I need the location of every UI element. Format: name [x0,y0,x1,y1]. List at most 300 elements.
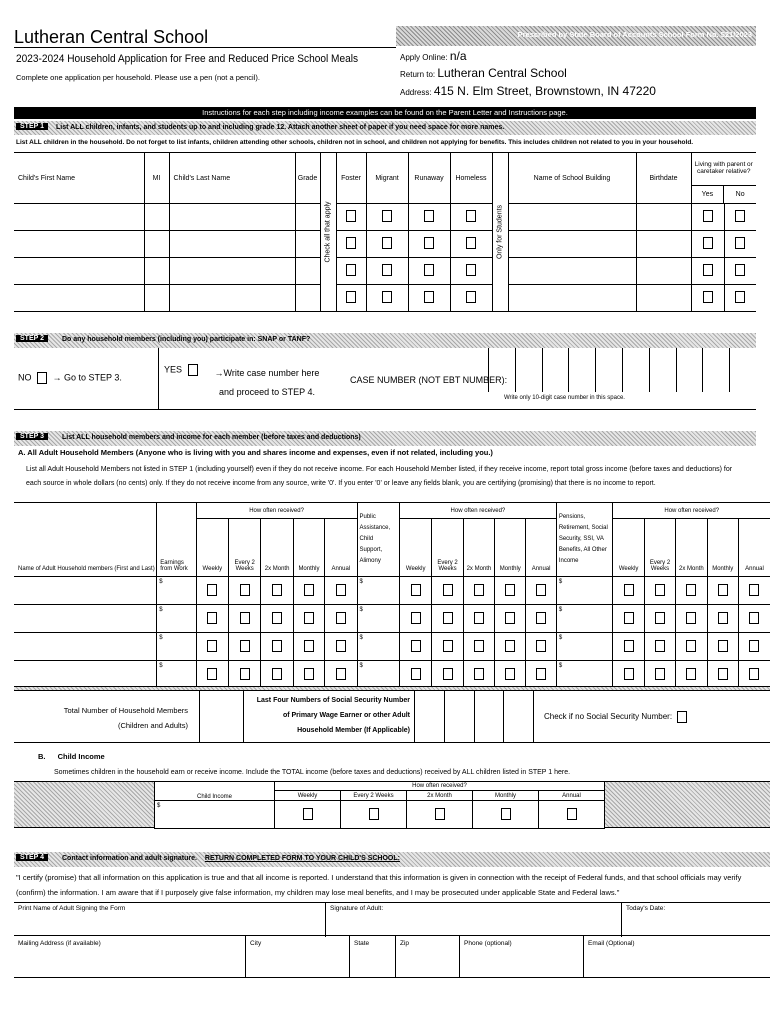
child-income-row [155,801,605,829]
city-label: City [250,940,262,947]
migrant-checkbox[interactable] [382,291,392,303]
dollar-sign: $ [558,663,563,669]
freq-b-every-2-weeks: Every 2 Weeks [341,791,407,801]
signature-label: Signature of Adult: [330,905,384,912]
freq-annual: Annual [526,519,556,577]
step3-a-title: A. All Adult Household Members (Anyone who is living with you and shares income and expenses, even if not related, including you.) [18,448,493,457]
annual-checkbox[interactable] [567,808,577,820]
runaway-checkbox[interactable] [424,264,434,276]
col-public-label: Public Assistance, Child Support, Alimony [359,514,391,564]
weekly-checkbox[interactable] [624,668,634,680]
every-2-weeks-checkbox[interactable] [240,640,250,652]
child-grade-input[interactable] [295,258,320,285]
monthly-checkbox[interactable] [501,808,511,820]
print-name-field[interactable] [14,903,326,937]
public-input[interactable] [357,577,400,605]
no-ssn-checkbox[interactable] [677,711,687,723]
every-2-weeks-checkbox[interactable] [655,640,665,652]
adult-row [14,633,770,661]
step2-tag: STEP 2 [16,335,48,342]
dollar-sign: $ [558,635,563,641]
return-to-label: Return to: [400,70,436,79]
case-digit-box[interactable] [543,348,570,392]
child-grade-input[interactable] [295,285,320,312]
2x-month-checkbox[interactable] [686,612,696,624]
ssn-boxes[interactable] [414,691,534,743]
child-mi-input[interactable] [144,285,169,312]
col-homeless: Homeless [450,153,492,204]
freq-every-2-weeks: Every 2 Weeks [432,519,463,577]
birthdate-input[interactable] [636,285,691,312]
step3-tag: STEP 3 [16,433,48,440]
step4-header [14,852,770,867]
no-ssn-option[interactable] [544,711,687,723]
date-field[interactable] [622,903,770,937]
child-row [14,258,756,285]
every-2-weeks-checkbox[interactable] [240,668,250,680]
col-migrant: Migrant [366,153,408,204]
annual-checkbox[interactable] [536,640,546,652]
how-often-1: How often received? [196,503,357,519]
case-digit-box[interactable] [650,348,677,392]
child-income-tag: B. [38,752,46,761]
step1-note: List ALL children in the household. Do not forget to list infants, children attending other schools, children not in school, and children not applying for benefits. This includes children not related to you in your household. [16,139,694,146]
freq-annual: Annual [325,519,357,577]
child-first-input[interactable] [14,258,144,285]
total-members-label: Total Number of Household Members (Children and Adults) [63,706,188,730]
case-digit-box[interactable] [730,348,756,392]
zip-field[interactable] [396,936,460,978]
earnings-input[interactable] [157,577,196,605]
adult-row [14,577,770,605]
yes-checkbox[interactable] [703,210,713,222]
every-2-weeks-checkbox[interactable] [443,612,453,624]
step1-title: List ALL children, infants, and students up to and including grade 12. Attach another sheet of paper if you need space for more names. [56,124,505,131]
every-2-weeks-checkbox[interactable] [655,668,665,680]
weekly-checkbox[interactable] [624,640,634,652]
check-all-label: Check all that apply [324,201,332,263]
monthly-checkbox[interactable] [505,612,515,624]
homeless-checkbox[interactable] [466,291,476,303]
ssn-digit-box[interactable] [504,691,533,743]
school-input[interactable] [508,231,636,258]
how-often-3: How often received? [613,503,770,519]
how-often-2: How often received? [400,503,557,519]
case-digit-box[interactable] [623,348,650,392]
homeless-checkbox[interactable] [466,237,476,249]
weekly-checkbox[interactable] [207,640,217,652]
freq-b-annual: Annual [539,791,605,801]
annual-checkbox[interactable] [336,668,346,680]
signature-field[interactable] [326,903,622,937]
foster-checkbox[interactable] [346,291,356,303]
freq-2x-month: 2x Month [463,519,494,577]
apply-online-value[interactable]: n/a [449,49,467,63]
dollar-sign: $ [558,607,563,613]
monthly-checkbox[interactable] [718,584,728,596]
col-yes: Yes [692,186,725,203]
freq-monthly: Monthly [707,519,738,577]
child-income-input[interactable] [155,801,275,829]
weekly-checkbox[interactable] [207,668,217,680]
public-input[interactable] [357,605,400,633]
public-input[interactable] [357,661,400,689]
col-runaway: Runaway [408,153,450,204]
2x-month-checkbox[interactable] [272,612,282,624]
earnings-input[interactable] [157,633,196,661]
certify-text: "I certify (promise) that all information on this application is true and that all income is reported. I understand that this information is given in connection with the receipt of Federal funds, and that school officials may verify (confirm) the information. I am aware that if I purposely give false information, my children may lose meal benefits, and I may be prosecuted under applicable State and Federal laws." [16,873,742,897]
freq-b-monthly: Monthly [473,791,539,801]
child-first-input[interactable] [14,231,144,258]
case-number-boxes[interactable] [488,348,756,392]
annual-checkbox[interactable] [336,612,346,624]
foster-checkbox[interactable] [346,264,356,276]
zip-label: Zip [400,940,410,947]
freq-weekly: Weekly [613,519,644,577]
migrant-checkbox[interactable] [382,210,392,222]
migrant-checkbox[interactable] [382,264,392,276]
case-digit-box[interactable] [569,348,596,392]
col-earnings [157,503,196,577]
step2-title: Do any household members (including you) participate in: SNAP or TANF? [62,336,311,343]
totals-row [14,691,770,743]
col-child-income-label: Child Income [196,794,232,800]
yes-checkbox[interactable] [188,364,198,376]
public-input[interactable] [357,633,400,661]
dollar-sign: $ [359,635,363,641]
homeless-checkbox[interactable] [466,264,476,276]
2x-month-checkbox[interactable] [686,584,696,596]
freq-b-weekly: Weekly [275,791,341,801]
return-to [400,66,567,80]
col-mi: MI [144,153,169,204]
adult-row [14,661,770,689]
weekly-checkbox[interactable] [303,808,313,820]
annual-checkbox[interactable] [749,584,759,596]
weekly-checkbox[interactable] [207,584,217,596]
case-digit-box[interactable] [703,348,730,392]
child-mi-input[interactable] [144,231,169,258]
form-title: 2023-2024 Household Application for Free and Reduced Price School Meals [16,53,359,65]
phone-label: Phone (optional) [464,940,512,947]
child-last-input[interactable] [169,204,295,231]
address [400,84,656,98]
state-field[interactable] [350,936,396,978]
no-ssn-label: Check if no Social Security Number: [544,712,673,722]
no-checkbox[interactable] [735,237,745,249]
child-row [14,285,756,312]
child-row [14,231,756,258]
pensions-input[interactable] [556,605,613,633]
step1-tag: STEP 1 [16,123,48,130]
prescribed-text: Prescribed by State Board of Accounts School Form No. 521/2023 [517,30,752,39]
2x-month-checkbox[interactable] [686,668,696,680]
dollar-sign: $ [159,663,163,669]
child-row [14,204,756,231]
step2-header [14,333,756,348]
annual-checkbox[interactable] [536,612,546,624]
monthly-checkbox[interactable] [304,640,314,652]
freq-every-2-weeks: Every 2 Weeks [644,519,675,577]
return-to-value[interactable]: Lutheran Central School [437,66,567,80]
foster-checkbox[interactable] [346,210,356,222]
mailing-field[interactable] [14,936,246,978]
runaway-checkbox[interactable] [424,210,434,222]
step2-no-option[interactable] [18,372,122,384]
2x-month-checkbox[interactable] [474,612,484,624]
school-input[interactable] [508,285,636,312]
step3-header [14,431,756,446]
freq-2x-month: 2x Month [676,519,707,577]
every-2-weeks-checkbox[interactable] [369,808,379,820]
child-income-title [38,752,105,761]
weekly-checkbox[interactable] [411,612,421,624]
birthdate-input[interactable] [636,258,691,285]
case-number-label: CASE NUMBER (NOT EBT NUMBER): [350,375,508,385]
living-with-header [691,153,756,204]
child-income-right-shade [604,781,770,828]
step1-table [14,152,756,312]
freq-2x-month: 2x Month [261,519,293,577]
step3-title: List ALL household members and income for each member (before taxes and deductions) [62,434,361,441]
annual-checkbox[interactable] [749,668,759,680]
monthly-checkbox[interactable] [505,668,515,680]
col-child-income [155,782,275,801]
school-input[interactable] [508,204,636,231]
dollar-sign: $ [558,579,563,585]
living-with-label: Living with parent or caretaker relative? [692,153,757,186]
weekly-checkbox[interactable] [207,612,217,624]
every-2-weeks-checkbox[interactable] [240,584,250,596]
monthly-checkbox[interactable] [718,612,728,624]
email-field[interactable] [584,936,770,978]
only-students-cell [492,153,508,312]
child-grade-input[interactable] [295,204,320,231]
child-last-input[interactable] [169,231,295,258]
signature-row [14,902,770,936]
freq-annual: Annual [738,519,770,577]
prescribed-banner [396,26,756,46]
child-mi-input[interactable] [144,204,169,231]
2x-month-checkbox[interactable] [272,584,282,596]
mailing-label: Mailing Address (if available) [18,940,101,947]
annual-checkbox[interactable] [749,640,759,652]
address-value[interactable]: 415 N. Elm Street, Brownstown, IN 47220 [433,84,656,98]
no-checkbox[interactable] [37,372,47,384]
state-label: State [354,940,370,947]
ssn-label: Last Four Numbers of Social Security Number of Primary Wage Earner or other Adult Household Member (If Applicable) [256,697,410,734]
monthly-checkbox[interactable] [718,640,728,652]
pensions-input[interactable] [556,577,613,605]
col-no: No [735,191,745,198]
case-digit-box[interactable] [489,348,516,392]
monthly-checkbox[interactable] [304,584,314,596]
dollar-sign: $ [159,579,163,585]
freq-weekly: Weekly [196,519,228,577]
2x-month-checkbox[interactable] [435,808,445,820]
step1-header [14,121,756,135]
col-adult-name-label: Name of Adult Household members (First and Last) [18,566,155,572]
income-table [14,502,770,689]
monthly-checkbox[interactable] [505,584,515,596]
dollar-sign: $ [359,579,363,585]
weekly-checkbox[interactable] [411,640,421,652]
adult-name-input[interactable] [14,661,157,689]
step2-yes-option[interactable] [164,364,201,376]
yes-checkbox[interactable] [703,264,713,276]
child-income-table [14,781,770,828]
foster-checkbox[interactable] [346,237,356,249]
freq-every-2-weeks: Every 2 Weeks [229,519,261,577]
every-2-weeks-checkbox[interactable] [240,612,250,624]
migrant-checkbox[interactable] [382,237,392,249]
city-field[interactable] [246,936,350,978]
monthly-checkbox[interactable] [718,668,728,680]
every-2-weeks-checkbox[interactable] [443,668,453,680]
birthdate-input[interactable] [636,231,691,258]
case-number-note: Write only 10-digit case number in this space. [504,395,625,401]
case-digit-box[interactable] [516,348,543,392]
child-last-input[interactable] [169,285,295,312]
step4-title-text: Contact information and adult signature. [62,855,197,862]
yes-checkbox[interactable] [703,237,713,249]
child-income-heading: Child Income [57,752,105,761]
homeless-checkbox[interactable] [466,210,476,222]
dollar-sign: $ [159,635,163,641]
step4-title [62,855,400,862]
child-first-input[interactable] [14,285,144,312]
annual-checkbox[interactable] [336,640,346,652]
2x-month-checkbox[interactable] [272,640,282,652]
col-adult-name [14,503,157,577]
every-2-weeks-checkbox[interactable] [655,584,665,596]
col-earnings-label: Earnings from Work [160,560,188,572]
annual-checkbox[interactable] [749,612,759,624]
step3-a-text: List all Adult Household Members not listed in STEP 1 (including yourself) even if they do not receive income. For each Household Member listed, if they receive income, report total gross income (before taxes and deductions) for each source in whole dollars (no cents) only. If they do not receive income from any source, write '0'. If you enter '0' or leave any fields blank, you are certifying (promising) that there is no income to report. [26,466,733,487]
col-child-first-name: Child's First Name [14,153,144,204]
school-input[interactable] [508,258,636,285]
annual-checkbox[interactable] [536,584,546,596]
ssn-digit-box[interactable] [445,691,475,743]
every-2-weeks-checkbox[interactable] [443,584,453,596]
how-often-b: How often received? [275,782,605,791]
earnings-input[interactable] [157,661,196,689]
birthdate-input[interactable] [636,204,691,231]
adult-name-input[interactable] [14,633,157,661]
2x-month-checkbox[interactable] [474,584,484,596]
weekly-checkbox[interactable] [411,584,421,596]
col-child-last-name: Child's Last Name [169,153,295,204]
col-public [357,503,400,577]
earnings-input[interactable] [157,605,196,633]
instructions-bar: Instructions for each step including income examples can be found on the Parent Letter and Instructions page. [14,107,756,119]
adult-row [14,605,770,633]
ssn-digit-box[interactable] [415,691,445,743]
dollar-sign: $ [159,607,163,613]
yes-label: YES [164,364,183,375]
pensions-input[interactable] [556,661,613,689]
monthly-checkbox[interactable] [304,612,314,624]
child-last-input[interactable] [169,258,295,285]
runaway-checkbox[interactable] [424,237,434,249]
no-checkbox[interactable] [735,291,745,303]
freq-monthly: Monthly [495,519,526,577]
step2-body [14,348,756,410]
col-pensions [556,503,613,577]
weekly-checkbox[interactable] [624,612,634,624]
step4-tag: STEP 4 [16,854,48,861]
no-checkbox[interactable] [735,264,745,276]
check-all-label-cell [320,153,336,312]
total-members-input[interactable] [199,691,244,743]
address-label: Address: [400,88,432,97]
monthly-checkbox[interactable] [304,668,314,680]
2x-month-checkbox[interactable] [474,668,484,680]
2x-month-checkbox[interactable] [474,640,484,652]
dollar-sign: $ [359,663,363,669]
pensions-input[interactable] [556,633,613,661]
email-label: Email (Optional) [588,940,635,947]
2x-month-checkbox[interactable] [272,668,282,680]
2x-month-checkbox[interactable] [686,640,696,652]
dollar-sign: $ [359,607,363,613]
yes-checkbox[interactable] [703,291,713,303]
col-grade: Grade [295,153,320,204]
monthly-checkbox[interactable] [505,640,515,652]
annual-checkbox[interactable] [536,668,546,680]
child-mi-input[interactable] [144,258,169,285]
no-text: → Go to STEP 3. [52,372,122,383]
case-digit-box[interactable] [677,348,704,392]
phone-field[interactable] [460,936,584,978]
col-foster: Foster [336,153,366,204]
freq-weekly: Weekly [400,519,432,577]
child-income-left-shade [14,781,154,828]
col-birthdate: Birthdate [636,153,691,204]
form-subtitle: Complete one application per household. Please use a pen (not a pencil). [16,73,260,82]
every-2-weeks-checkbox[interactable] [443,640,453,652]
every-2-weeks-checkbox[interactable] [655,612,665,624]
step4-return-text: RETURN COMPLETED FORM TO YOUR CHILD'S SCHOOL: [204,855,400,862]
address-row [14,936,770,978]
no-checkbox[interactable] [735,210,745,222]
child-grade-input[interactable] [295,231,320,258]
weekly-checkbox[interactable] [624,584,634,596]
adult-name-input[interactable] [14,577,157,605]
dollar-sign: $ [157,803,161,809]
school-name: Lutheran Central School [14,26,396,48]
adult-name-input[interactable] [14,605,157,633]
col-school: Name of School Building [508,153,636,204]
runaway-checkbox[interactable] [424,291,434,303]
ssn-digit-box[interactable] [475,691,505,743]
case-digit-box[interactable] [596,348,623,392]
weekly-checkbox[interactable] [411,668,421,680]
child-first-input[interactable] [14,204,144,231]
apply-online [400,49,467,63]
only-students-label: Only for Students [496,204,504,260]
annual-checkbox[interactable] [336,584,346,596]
yes-text: →Write case number here and proceed to STEP 4. [214,368,320,397]
freq-b-2x-month: 2x Month [407,791,473,801]
date-label: Today's Date: [626,905,666,912]
child-income-text: Sometimes children in the household earn or receive income. Include the TOTAL income (before taxes and deductions) received by ALL children listed in STEP 1 here. [54,769,571,776]
no-label: NO [18,372,32,383]
child-income-grid [154,781,605,829]
apply-online-label: Apply Online: [400,53,448,62]
print-name-label: Print Name of Adult Signing the Form [18,905,126,912]
header [14,26,756,102]
